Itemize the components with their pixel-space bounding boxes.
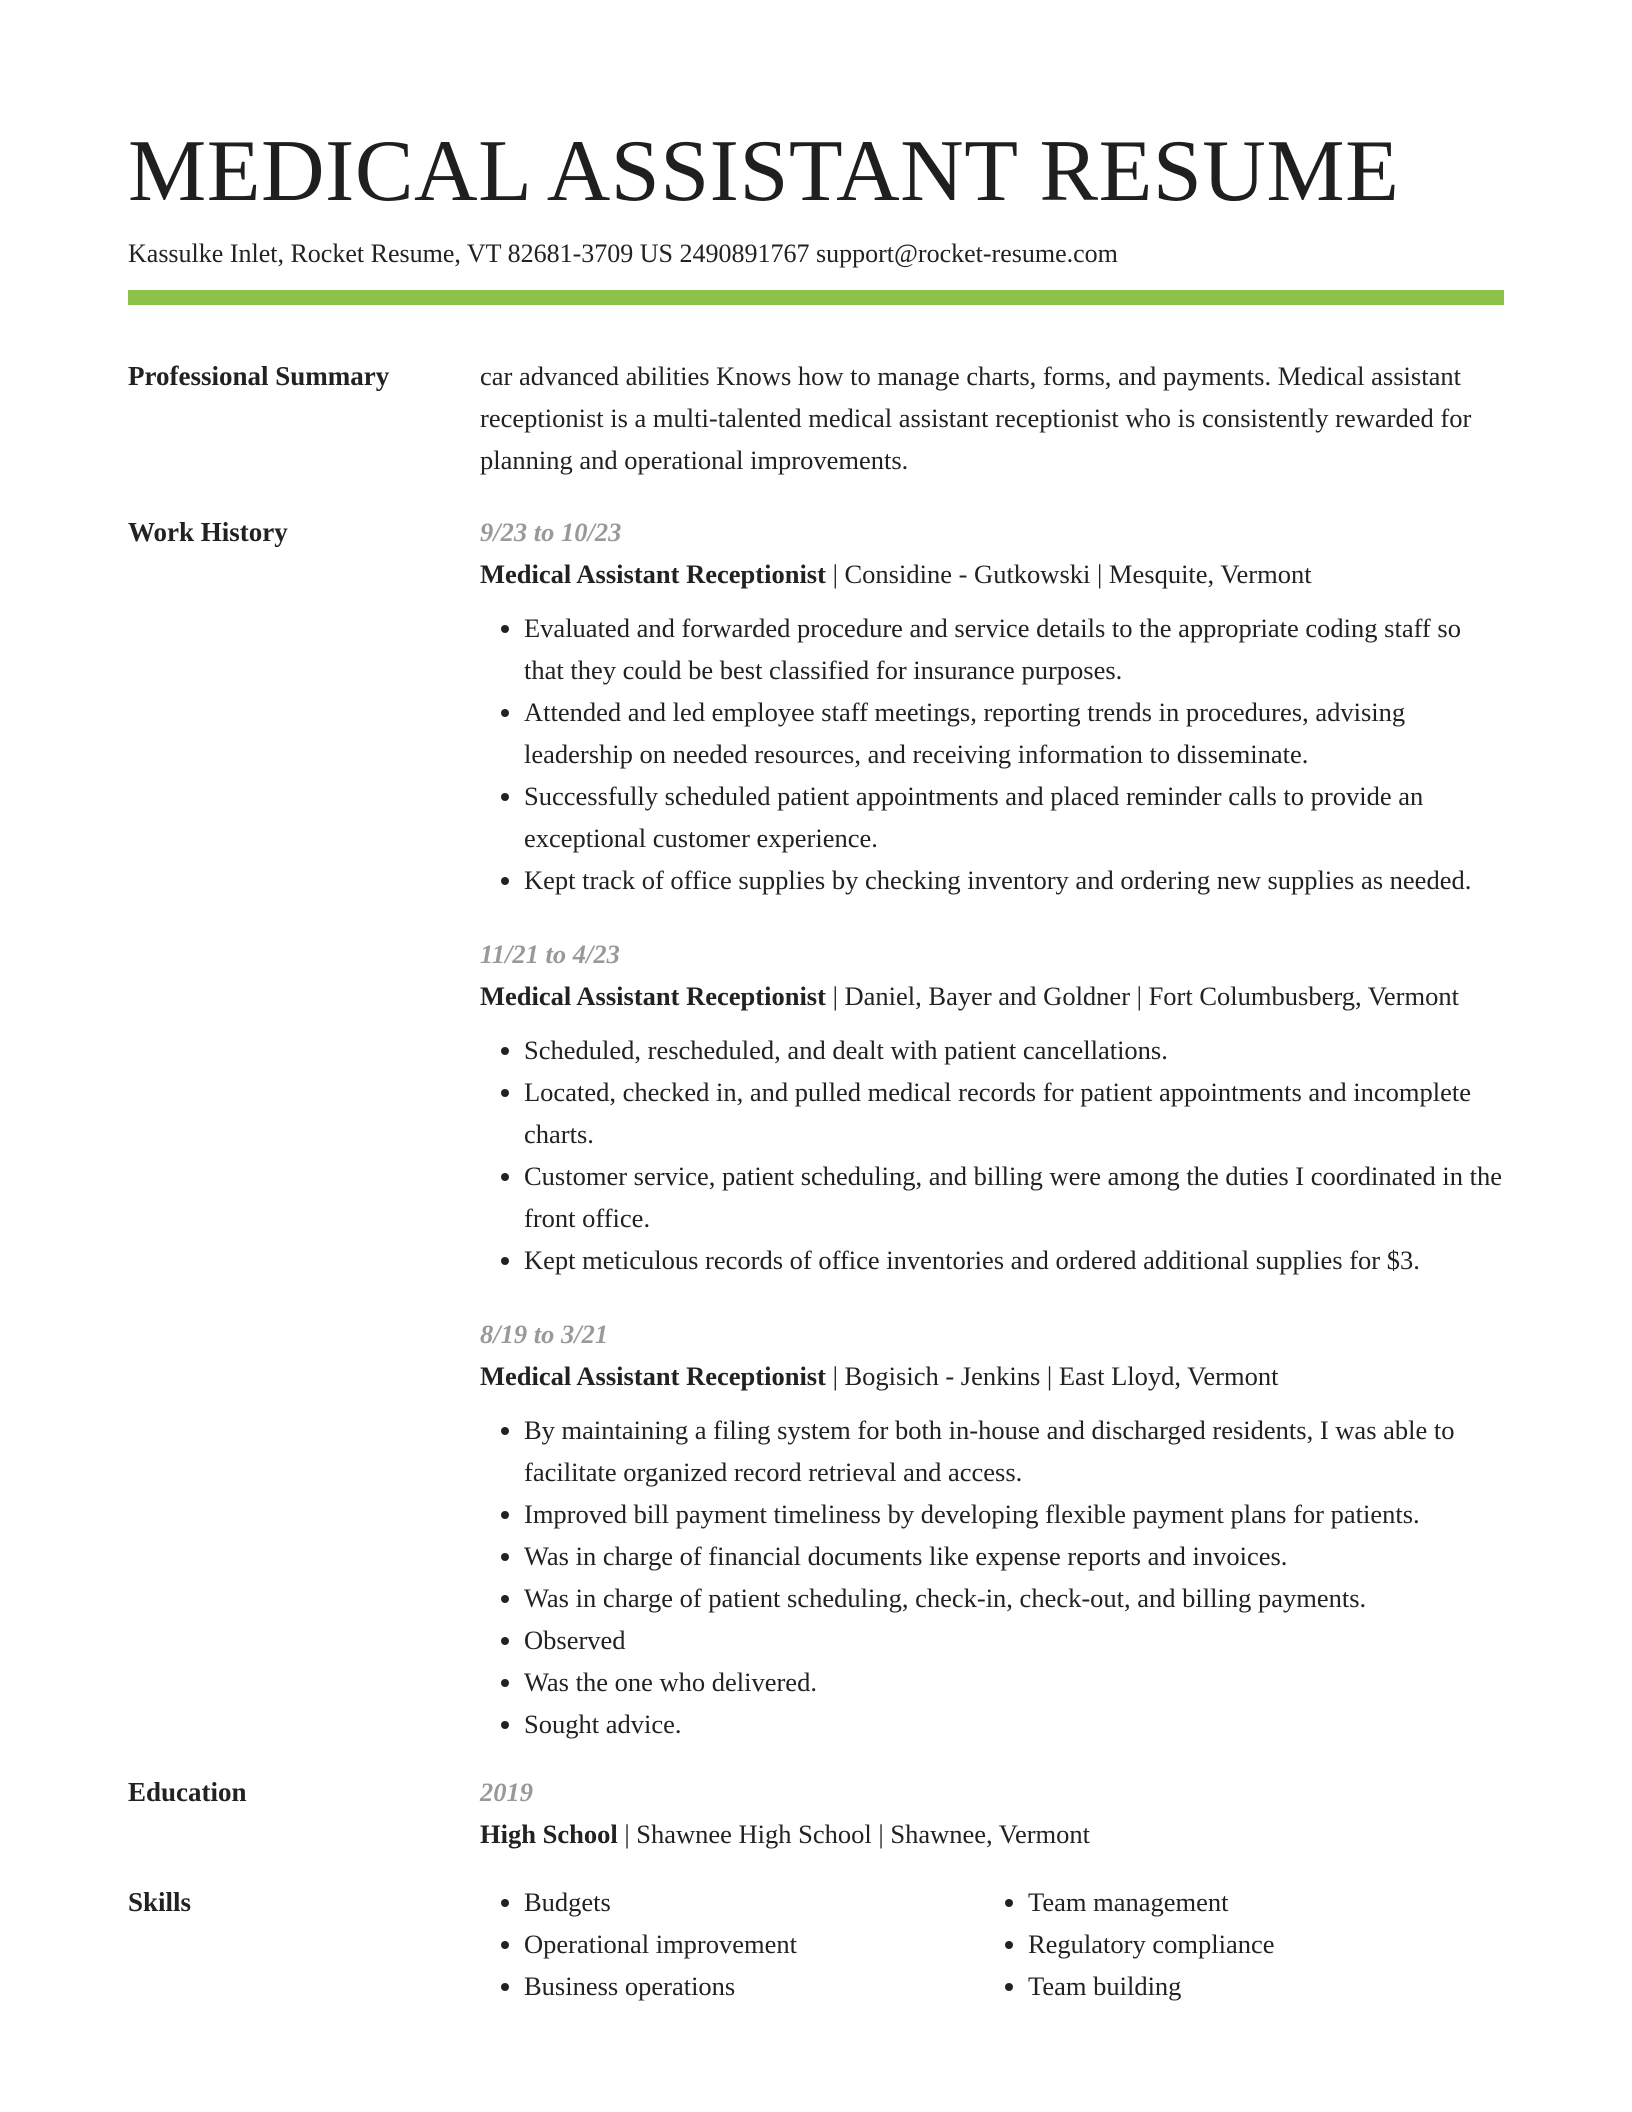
job-bullets [480,607,1504,901]
skills-section [128,1881,1504,2007]
job-bullet: • Kept meticulous records of office inventories and ordered additional supplies for $3. [524,1239,1504,1281]
accent-divider [128,290,1504,305]
job-bullet: • Was in charge of patient scheduling, check-in, check-out, and billing payments. [524,1577,1504,1619]
skill-item: • Regulatory compliance [1028,1923,1488,1965]
section-label-education: Education [128,1777,247,1807]
skill-item: • Team management [1028,1881,1488,1923]
skill-item: • Team building [1028,1965,1488,2007]
contact-line: Kassulke Inlet, Rocket Resume, VT 82681-3709 US 2490891767 support@rocket-resume.com [128,239,1118,268]
section-label-work-history: Work History [128,517,288,547]
job-bullets [480,1029,1504,1281]
job-heading [480,553,1504,595]
job-details: | Daniel, Bayer and Goldner | Fort Columbusberg, Vermont [825,981,1459,1011]
job-bullet: • Customer service, patient scheduling, and billing were among the duties I coordinated in the front office. [524,1155,1504,1239]
section-label-summary: Professional Summary [128,361,390,391]
education-body [480,1771,1504,1855]
job-bullet: • Successfully scheduled patient appointments and placed reminder calls to provide an exceptional customer experience. [524,775,1504,859]
education-details: | Shawnee High School | Shawnee, Vermont [617,1819,1091,1849]
job-bullet: • Improved bill payment timeliness by developing flexible payment plans for patients. [524,1493,1504,1535]
skills-column-right [984,1881,1488,2007]
job-bullet: • Attended and led employee staff meetings, reporting trends in procedures, advising leadership on needed resources, and receiving information to disseminate. [524,691,1504,775]
skills-list [480,1881,1504,2007]
job-bullet: • Was the one who delivered. [524,1661,1504,1703]
job-details: | Bogisich - Jenkins | East Lloyd, Vermont [825,1361,1279,1391]
job-bullet: • Scheduled, rescheduled, and dealt with patient cancellations. [524,1029,1504,1071]
job-dates: 8/19 to 3/21 [480,1319,609,1349]
education-section [128,1771,1504,1855]
job-entry [480,511,1504,901]
job-bullets [480,1409,1504,1745]
job-entry [480,1313,1504,1745]
work-history-body [480,511,1504,1745]
skills-column-left [480,1881,984,2007]
summary-text: car advanced abilities Knows how to manage charts, forms, and payments. Medical assistant receptionist is a multi-talented medical assistant receptionist who is consistently rewarded for planning and operational improvements. [480,361,1472,475]
job-title: Medical Assistant Receptionist [480,1361,826,1391]
job-entry [480,933,1504,1281]
job-heading [480,975,1504,1017]
job-details: | Considine - Gutkowski | Mesquite, Vermont [825,559,1312,589]
job-title: Medical Assistant Receptionist [480,981,826,1011]
job-bullet: • Was in charge of financial documents like expense reports and invoices. [524,1535,1504,1577]
job-bullet: • Kept track of office supplies by checking inventory and ordering new supplies as needed. [524,859,1504,901]
skill-item: • Operational improvement [524,1923,984,1965]
work-history-section [128,511,1504,1745]
job-bullet: • Evaluated and forwarded procedure and service details to the appropriate coding staff so that they could be best classified for insurance purposes. [524,607,1504,691]
section-label-skills: Skills [128,1887,192,1917]
resume-page [128,0,1504,2007]
job-bullet: • By maintaining a filing system for both in-house and discharged residents, I was able to facilitate organized record retrieval and access. [524,1409,1504,1493]
job-dates: 11/21 to 4/23 [480,939,620,969]
job-bullet: • Sought advice. [524,1703,1504,1745]
skill-item: • Business operations [524,1965,984,2007]
education-year: 2019 [480,1777,533,1807]
job-dates: 9/23 to 10/23 [480,517,622,547]
skill-item: • Budgets [524,1881,984,1923]
job-heading [480,1355,1504,1397]
education-heading [480,1813,1504,1855]
job-bullet: • Located, checked in, and pulled medical records for patient appointments and incomplete charts. [524,1071,1504,1155]
resume-title: MEDICAL ASSISTANT RESUME [128,123,1400,220]
job-title: Medical Assistant Receptionist [480,559,826,589]
job-bullet: • Observed [524,1619,1504,1661]
education-degree: High School [480,1819,618,1849]
professional-summary-section [128,355,1504,481]
